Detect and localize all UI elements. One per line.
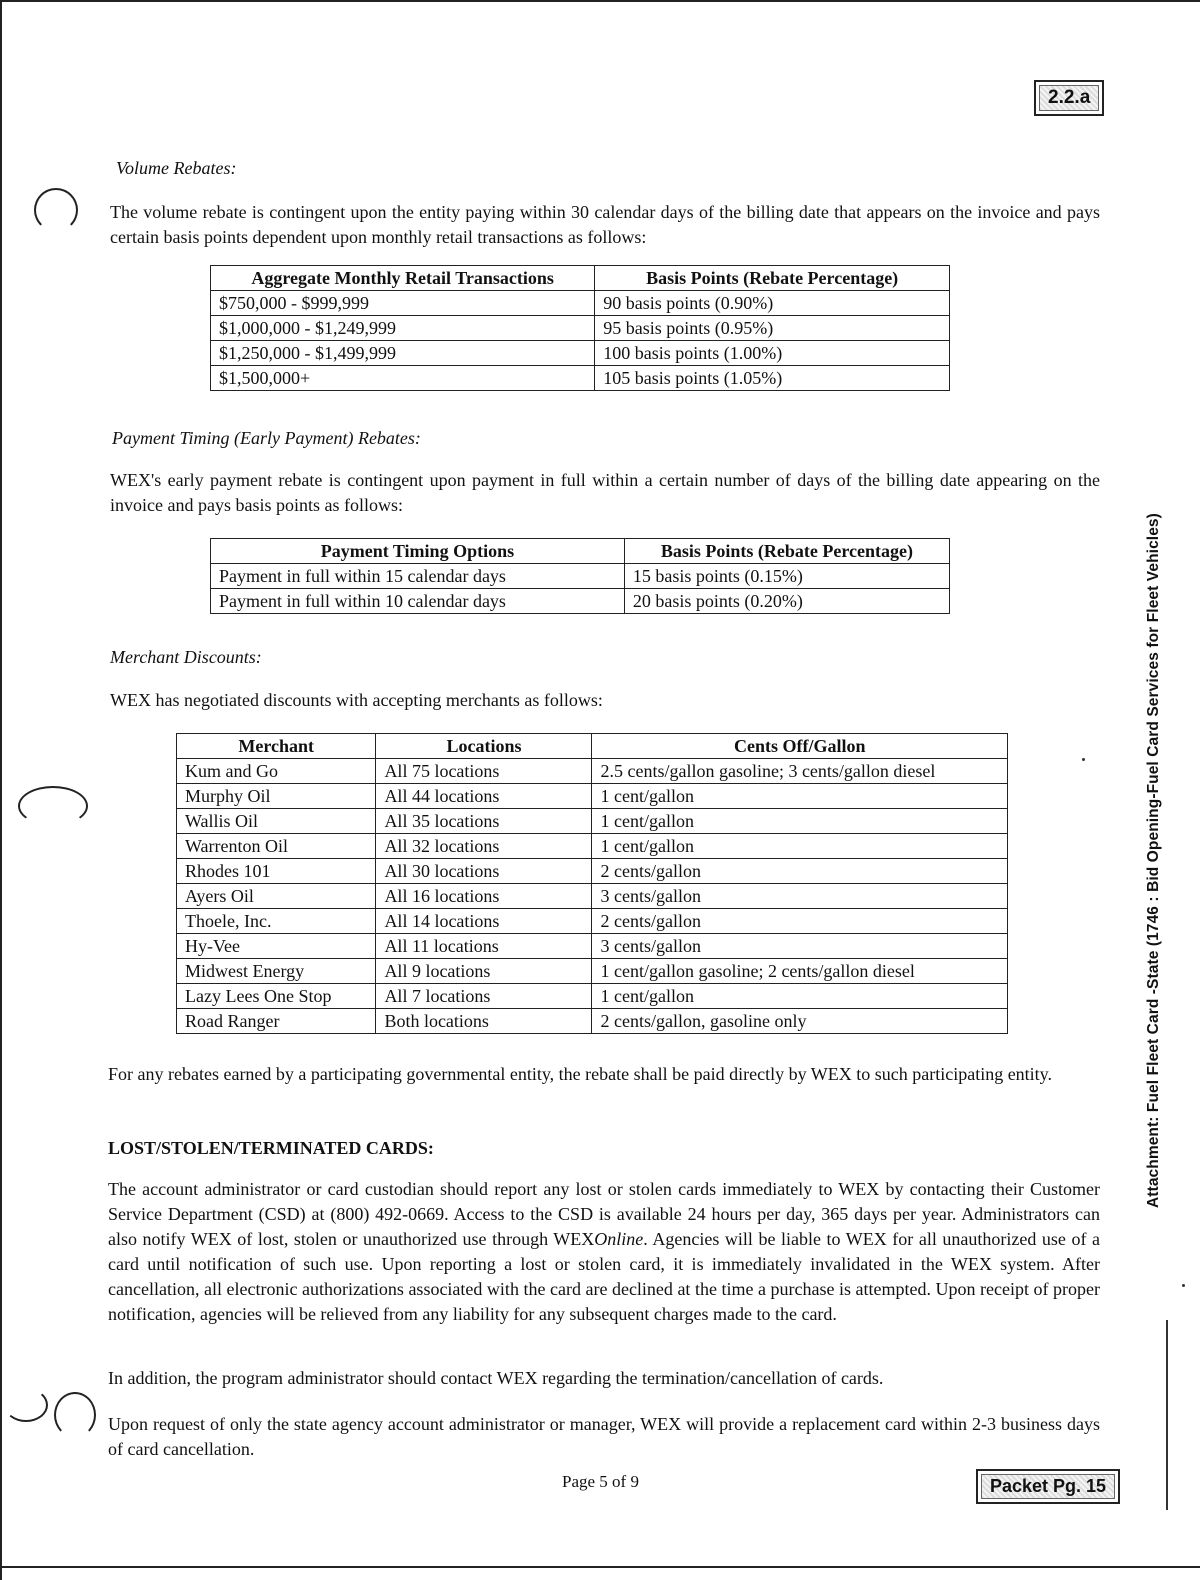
table-cell: Warrenton Oil	[177, 834, 376, 859]
payment-timing-heading: Payment Timing (Early Payment) Rebates:	[112, 428, 421, 448]
table-row	[177, 834, 1008, 859]
table-row	[177, 934, 1008, 959]
scan-speck	[1182, 1284, 1185, 1287]
table-row	[211, 366, 950, 391]
page-border-top	[0, 0, 1200, 2]
table-cell: 3 cents/gallon	[592, 884, 1008, 909]
table-header: Cents Off/Gallon	[592, 734, 1008, 759]
program-admin-paragraph: In addition, the program administrator should contact WEX regarding the termination/cancellation of cards.	[108, 1368, 884, 1388]
table-cell: Both locations	[376, 1009, 592, 1034]
volume-rebates-paragraph: The volume rebate is contingent upon the entity paying within 30 calendar days of the billing date that appears on the invoice and pays certain basis points dependent upon monthly retail transactions as follows:	[110, 202, 1100, 247]
table-cell: Ayers Oil	[177, 884, 376, 909]
merchant-discounts-heading: Merchant Discounts:	[110, 647, 262, 667]
table-cell: Road Ranger	[177, 1009, 376, 1034]
table-cell: 1 cent/gallon	[592, 984, 1008, 1009]
table-cell: Rhodes 101	[177, 859, 376, 884]
table-cell: 1 cent/gallon gasoline; 2 cents/gallon diesel	[592, 959, 1008, 984]
payment-timing-paragraph: WEX's early payment rebate is contingent upon payment in full within a certain number of days of the billing date appearing on the invoice and pays basis points as follows:	[110, 470, 1100, 515]
lost-stolen-text: The account administrator or card custodian should report any lost or stolen cards immediately to WEX by contacting their Customer Service Department (CSD) at (800) 492-0669. Access to the CSD is available 24 hours per day, 365 days per year. Administrators can also notify WEX of lost, stolen or unauthorized use through WEX	[108, 1179, 1100, 1249]
side-attachment-label: Attachment: Fuel Fleet Card -State (1746 : Bid Opening-Fuel Card Services for Fleet Vehicles)	[1145, 513, 1162, 1208]
table-cell: All 32 locations	[376, 834, 592, 859]
table-cell: $1,250,000 - $1,499,999	[211, 341, 595, 366]
table-cell: 2 cents/gallon, gasoline only	[592, 1009, 1008, 1034]
table-row	[177, 959, 1008, 984]
table-cell: All 30 locations	[376, 859, 592, 884]
page-border-left	[0, 0, 2, 1580]
wex-online-italic: Online	[594, 1229, 644, 1249]
rebate-payment-paragraph: For any rebates earned by a participating governmental entity, the rebate shall be paid directly by WEX to such participating entity.	[108, 1064, 1053, 1084]
table-cell: Lazy Lees One Stop	[177, 984, 376, 1009]
table-cell: 3 cents/gallon	[592, 934, 1008, 959]
binder-hole-icon	[34, 188, 78, 232]
table-cell: 1 cent/gallon	[592, 834, 1008, 859]
table-row	[211, 316, 950, 341]
table-row	[177, 909, 1008, 934]
table-row	[177, 809, 1008, 834]
replacement-card-paragraph: Upon request of only the state agency account administrator or manager, WEX will provide a replacement card within 2-3 business days of card cancellation.	[108, 1414, 1100, 1459]
section-badge: 2.2.a	[1034, 80, 1104, 116]
merchant-discounts-paragraph: WEX has negotiated discounts with accepting merchants as follows:	[110, 690, 603, 710]
table-cell: All 44 locations	[376, 784, 592, 809]
table-row	[177, 884, 1008, 909]
table-cell: 105 basis points (1.05%)	[595, 366, 950, 391]
table-cell: Wallis Oil	[177, 809, 376, 834]
table-header: Aggregate Monthly Retail Transactions	[211, 266, 595, 291]
table-cell: All 35 locations	[376, 809, 592, 834]
table-cell: All 16 locations	[376, 884, 592, 909]
payment-timing-table	[210, 538, 950, 614]
lost-stolen-text: . Agencies will be liable to WEX for all unauthorized use of a card until notification of such use. Upon reporting a lost or stolen card, it is immediately invalidated in the WEX system. After cancellation, all electronic authorizations associated with the card are declined at the time a purchase is attempted. Upon receipt of proper notification, agencies will be relieved from any liability for any subsequent charges made to the card.	[108, 1229, 1100, 1324]
table-cell: 1 cent/gallon	[592, 784, 1008, 809]
table-header: Merchant	[177, 734, 376, 759]
table-cell: 1 cent/gallon	[592, 809, 1008, 834]
table-cell: All 75 locations	[376, 759, 592, 784]
table-cell: Kum and Go	[177, 759, 376, 784]
table-cell: Hy-Vee	[177, 934, 376, 959]
volume-rebates-heading: Volume Rebates:	[116, 158, 237, 178]
table-cell: Murphy Oil	[177, 784, 376, 809]
table-header: Payment Timing Options	[211, 539, 625, 564]
table-row	[177, 859, 1008, 884]
table-cell: 95 basis points (0.95%)	[595, 316, 950, 341]
page-number: Page 5 of 9	[562, 1472, 639, 1491]
lost-stolen-heading: LOST/STOLEN/TERMINATED CARDS:	[108, 1138, 434, 1158]
table-row	[177, 984, 1008, 1009]
table-row	[211, 589, 950, 614]
table-cell: 2 cents/gallon	[592, 859, 1008, 884]
table-cell: All 9 locations	[376, 959, 592, 984]
table-header: Basis Points (Rebate Percentage)	[624, 539, 949, 564]
table-row	[177, 784, 1008, 809]
table-cell: $1,000,000 - $1,249,999	[211, 316, 595, 341]
margin-line	[1166, 1320, 1168, 1510]
table-cell: Midwest Energy	[177, 959, 376, 984]
binder-hole-icon	[4, 1388, 48, 1422]
table-cell: $750,000 - $999,999	[211, 291, 595, 316]
table-cell: All 14 locations	[376, 909, 592, 934]
table-cell: 15 basis points (0.15%)	[624, 564, 949, 589]
binder-hole-icon	[18, 786, 88, 826]
table-cell: 20 basis points (0.20%)	[624, 589, 949, 614]
table-cell: 90 basis points (0.90%)	[595, 291, 950, 316]
table-header: Basis Points (Rebate Percentage)	[595, 266, 950, 291]
table-cell: Payment in full within 15 calendar days	[211, 564, 625, 589]
scan-speck	[1082, 758, 1085, 761]
table-cell: 2.5 cents/gallon gasoline; 3 cents/gallon diesel	[592, 759, 1008, 784]
table-row	[211, 341, 950, 366]
table-row	[211, 564, 950, 589]
table-row	[211, 291, 950, 316]
page-border-bottom	[0, 1566, 1200, 1568]
lost-stolen-paragraph	[108, 1177, 1100, 1327]
table-row	[177, 759, 1008, 784]
table-header: Locations	[376, 734, 592, 759]
binder-hole-icon	[54, 1392, 96, 1438]
volume-rebates-table	[210, 265, 950, 391]
table-cell: 100 basis points (1.00%)	[595, 341, 950, 366]
table-cell: Thoele, Inc.	[177, 909, 376, 934]
table-row	[177, 1009, 1008, 1034]
merchant-discounts-table	[176, 733, 1008, 1034]
table-cell: 2 cents/gallon	[592, 909, 1008, 934]
table-cell: All 7 locations	[376, 984, 592, 1009]
table-cell: $1,500,000+	[211, 366, 595, 391]
table-cell: All 11 locations	[376, 934, 592, 959]
table-cell: Payment in full within 10 calendar days	[211, 589, 625, 614]
packet-page-badge: Packet Pg. 15	[976, 1469, 1120, 1504]
